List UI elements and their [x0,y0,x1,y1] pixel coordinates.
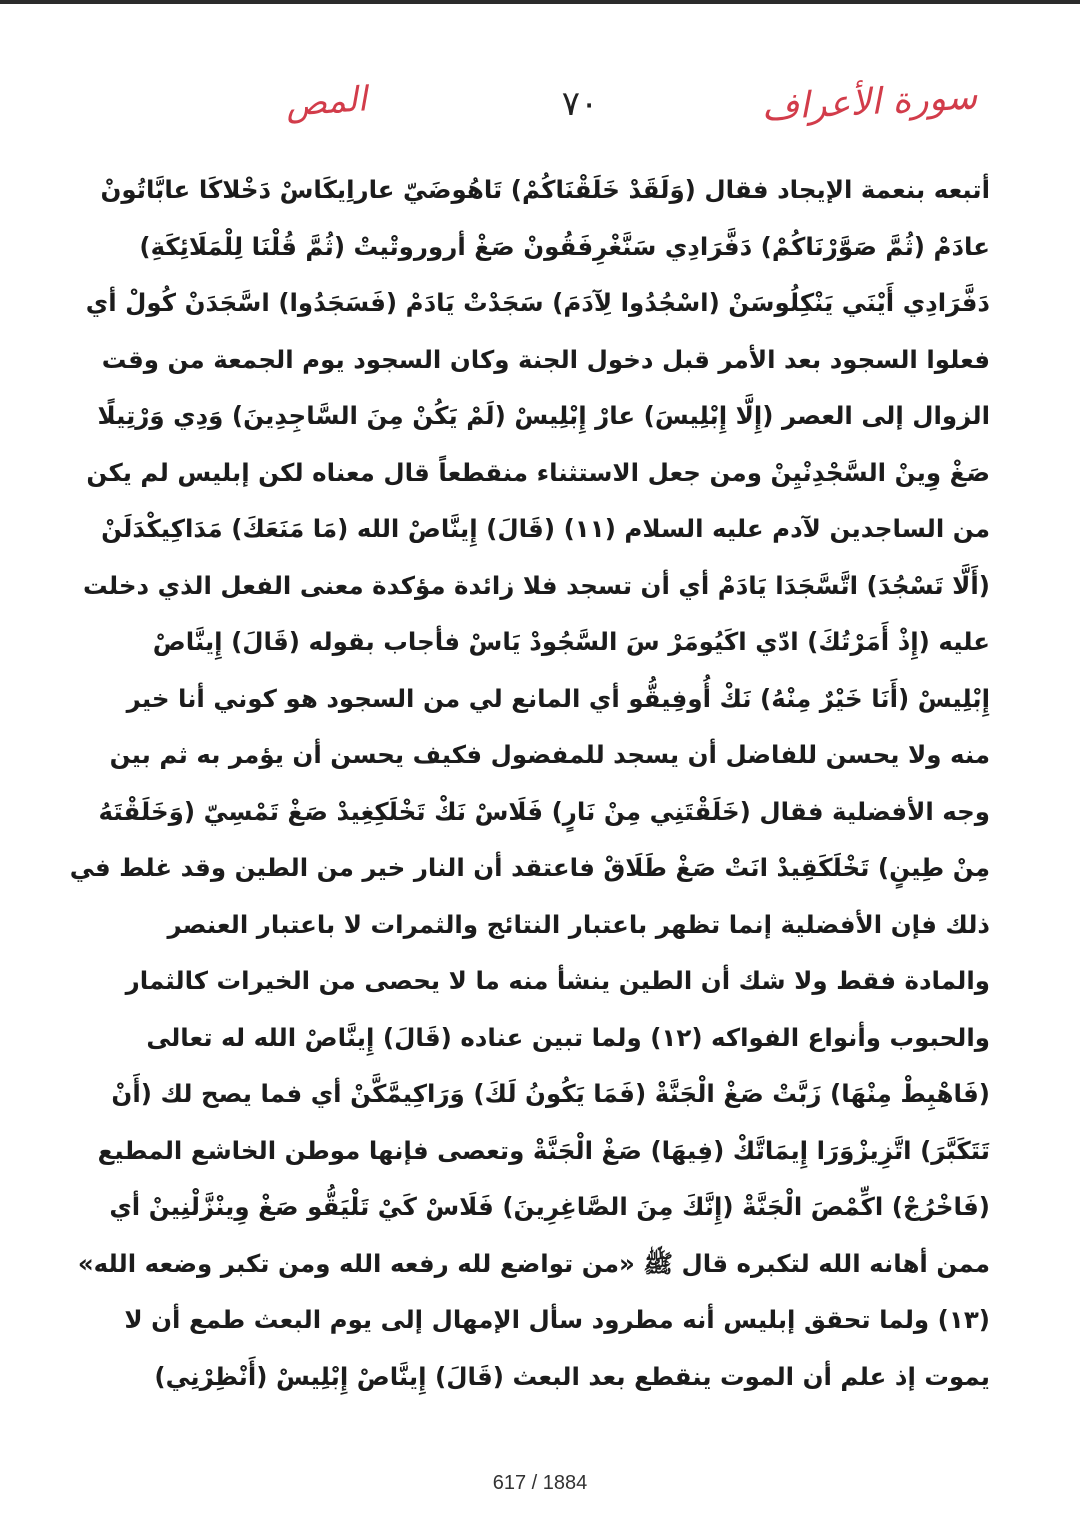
text-line: مِنْ طِينٍ) تَخْلَكَقِيدْ انَتْ صَغْ طَلَاقْ فاعتقد أن النار خير من الطين وقد غلط في [69,853,990,882]
text-line: (أَلَّا تَسْجُدَ) اتَّسَّجَدَا يَادَمْ أي أن تسجد فلا زائدة مؤكدة معنى الفعل الذي دخلت [82,570,990,600]
text-line: ذلك فإن الأفضلية إنما تظهر باعتبار النتائج والثمرات لا باعتبار العنصر [167,909,990,939]
text-line: إِبْلِيسْ (أَنَا خَيْرٌ مِنْهُ) نَكْ أُوفِيقُّو أي المانع لي من السجود هو كوني أنا خير [126,683,990,713]
handwritten-note-left: المص [284,79,369,125]
text-line: (فَاهْبِطْ مِنْهَا) زَبَّتْ صَغْ الْجَنَّةْ (فَمَا يَكُونُ لَكَ) وَرَاكِيمَّكَّنْ أي فما يصح لك (أَنْ [111,1079,990,1108]
text-line: والحبوب وأنواع الفواكه (١٢) ولما تبين عناده (قَالَ) إِينَّاصْ الله له تعالى [146,1022,990,1052]
text-line: عادَمْ (ثُمَّ صَوَّرْنَاكُمْ) دَفَّرَادِي سَنَّغْرِفَقُونْ صَغْ أروروتْيتْ (ثُمَّ قُلْنَا لِلْمَلَائِكَةِ) [139,231,990,261]
text-line: وجه الأفضلية فقال (خَلَقْتَنِي مِنْ نَارٍ) فَلَاسْ نَكْ تَخْلَكِغِيدْ صَغْ تَمْسِيّ (وَخَلَقْتَهُ [98,796,990,826]
text-line: الزوال إلى العصر (إِلَّا إِبْلِيسَ) عارْ إِبْلِيسْ (لَمْ يَكُنْ مِنَ السَّاجِدِينَ) وَدِي وَرْتِيلًا [97,401,990,430]
text-line: (١٣) ولما تحقق إبليس أنه مطرود سأل الإمهال إلى يوم البعث طمع أن لا [124,1305,990,1334]
document-page [0,4,1080,1528]
text-line: والمادة فقط ولا شك أن الطين ينشأ منه ما لا يحصى من الخيرات كالثمار [125,966,990,995]
text-line: تَتَكَبَّرَ) اتَّزِيزْوَرَا إِيمَاتَّكْ (فِيهَا) صَغْ الْجَنَّةْ وتعصى فإنها موطن الخاشع المطيع [97,1135,990,1165]
text-line: أتبعه بنعمة الإيجاد فقال (وَلَقَدْ خَلَقْنَاكُمْ) تَاهُوضَيّ عاراِيكَاسْ دَخْلاكَا عابَّاتُونْ [100,175,990,204]
text-line: فعلوا السجود بعد الأمر قبل دخول الجنة وكان السجود يوم الجمعة من وقت [101,344,990,374]
page-number: ٧٠ [561,84,599,124]
text-line: (فَاخْرُجْ) اكِّمْصَ الْجَنَّةْ (إِنَّكَ مِنَ الصَّاغِرِينَ) فَلَاسْ كَيْ تَلْيَقُّو صَغْ وِينْزَّلْنِينْ أي [109,1192,990,1221]
text-line: دَفَّرَادِي أَيْنَي يَنْكِلُوسَنْ (اسْجُدُوا لِآدَمَ) سَجَدْتْ يَادَمْ (فَسَجَدُوا) اسَّجَدَنْ كُولْ أي [85,288,990,317]
text-line: صَغْ وِينْ السَّجْدِنْيِنْ ومن جعل الاستثناء منقطعاً قال معناه لكن إبليس لم يكن [86,457,990,487]
text-line: يموت إذ علم أن الموت ينقطع بعد البعث (قَالَ) إِينَّاصْ إِبْلِيسْ (أَنْظِرْنِي) [154,1361,990,1391]
text-line: منه ولا يحسن للفاضل أن يسجد للمفضول فكيف يحسن أن يؤمر به ثم بين [109,740,990,769]
text-line: عليه (إِذْ أَمَرْتُكَ) ادّي اكَيُومَرْ سَ السَّجُودْ يَاسْ فأجاب بقوله (قَالَ) إِينَّاصْ [152,627,990,656]
handwritten-surah-title: سورة الأعراف [760,76,979,129]
text-line: ممن أهانه الله لتكبره قال ﷺ «من تواضع لله رفعه الله ومن تكبر وضعه الله» [77,1248,990,1278]
text-line: من الساجدين لآدم عليه السلام (١١) (قَالَ) إِينَّاصْ الله (مَا مَنَعَكَ) مَدَاكِيكْدَلَنْ [101,514,990,543]
page-counter: 617 / 1884 [492,1472,588,1494]
body-text [69,162,990,1405]
